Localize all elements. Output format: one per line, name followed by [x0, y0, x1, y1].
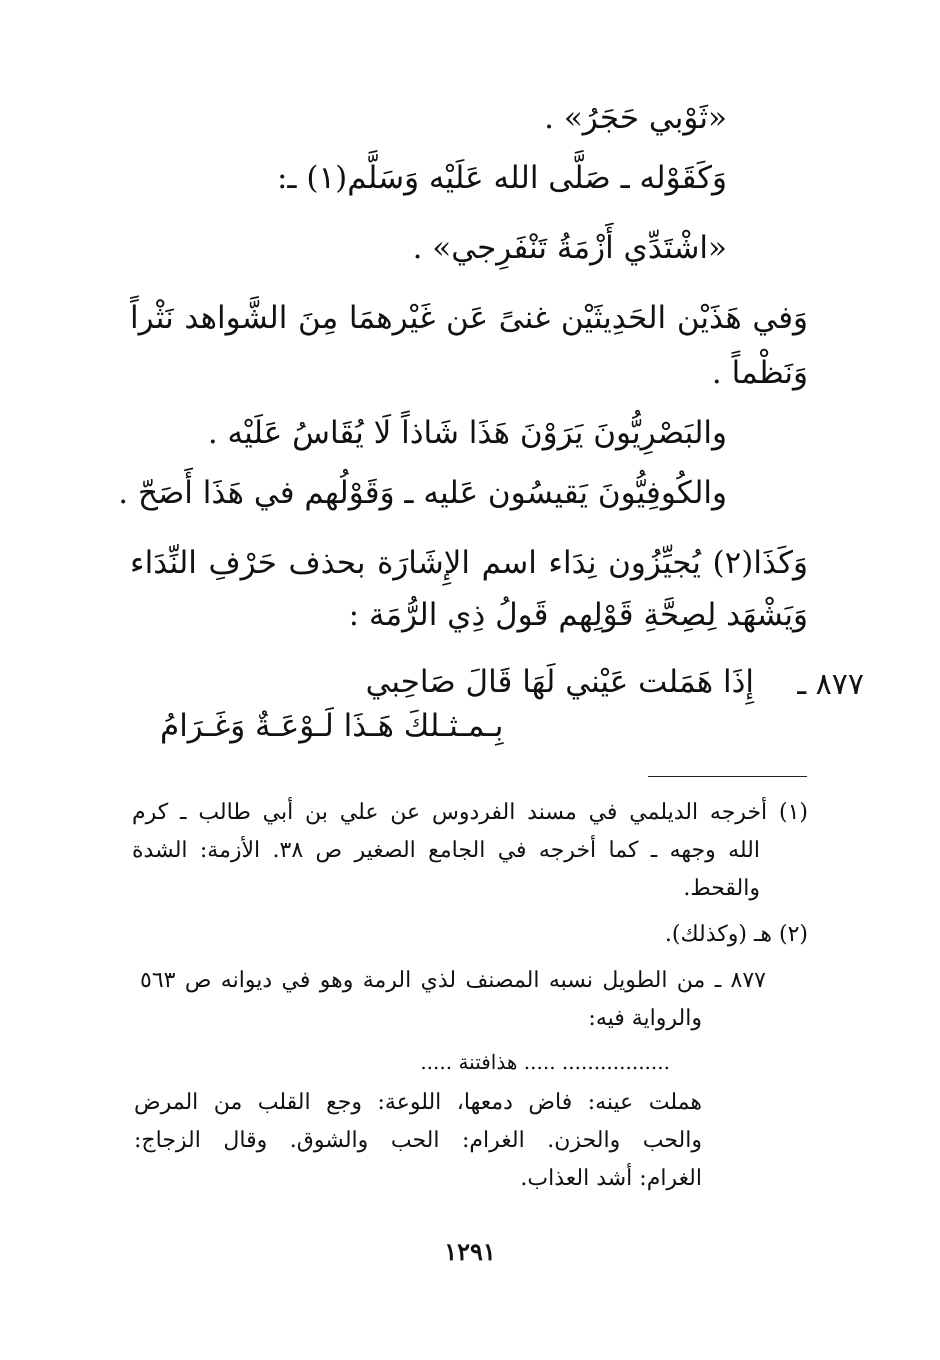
gloss-line: هملت عينه: فاض دمعها، اللوعة: وجع القلب من المرض — [134, 1090, 702, 1115]
verse-hemistich-1: إِذَا هَمَلت عَيْني لَهَا قَالَ صَاحِبي — [365, 664, 754, 700]
verse-number: ٨٧٧ ـ — [797, 667, 864, 702]
body-line: وَنَظْماً . — [711, 355, 808, 391]
body-line: والبَصْرِيُّونَ يَرَوْنَ هَذَا شَاذاً لَا يُقَاسُ عَلَيْه . — [207, 415, 727, 451]
footnote-1-line: والقحط. — [683, 876, 760, 901]
body-line: «ثَوْبي حَجَرُ» . — [544, 100, 727, 136]
body-line: والكُوفِيُّونَ يَقيسُون عَليه ـ وَقَوْلُهم في هَذَا أَصَحّ . — [118, 475, 727, 511]
footnote-1-line: الله وجهه ـ كما أخرجه في الجامع الصغير ص ٣٨. الأزمة: الشدة — [132, 838, 760, 863]
page-number: ١٢٩١ — [444, 1237, 496, 1266]
footnote-877-line: ٨٧٧ ـ من الطويل نسبه المصنف لذي الرمة وهو في ديوانه ص ٥٦٣ — [140, 968, 766, 993]
footnote-1-line: (١) أخرجه الديلمي في مسند الفردوس عن علي بن أبي طالب ـ كرم — [132, 800, 808, 825]
verse-hemistich-2: بِـمـثـلكَ هَـذَا لَـوْعَـةٌ وَغَـرَامُ — [160, 708, 504, 744]
footnote-877-line: والرواية فيه: — [588, 1006, 702, 1031]
body-line: وَفي هَذَيْن الحَدِيثَيْن غنىً عَن غَيْرهمَا مِنَ الشَّواهد نَثْراً — [130, 300, 808, 336]
footnote-separator — [648, 776, 807, 777]
body-line: وَكَقَوْله ـ صَلَّى الله عَلَيْه وَسَلَّم(١) ـ: — [276, 160, 727, 196]
gloss-line: الغرام: أشد العذاب. — [520, 1166, 702, 1191]
footnote-877-variant: ................. ..... هذافتنة ..... — [420, 1050, 670, 1074]
body-line: «اشْتَدِّي أَزْمَةُ تَنْفَرِجي» . — [412, 230, 727, 266]
body-line: وَكَذَا(٢) يُجيِّزُون نِدَاء اسم الإِشَارَة بحذف حَرْفِ النِّدَاء — [130, 545, 808, 581]
footnote-2: (٢) هـ (وكذلك). — [664, 922, 808, 947]
body-line: وَيَشْهَد لِصِحَّةِ قَوْلِهم قَولُ ذِي الرُّمَة : — [348, 597, 808, 633]
gloss-line: والحب والحزن. الغرام: الحب والشوق. وقال الزجاج: — [134, 1128, 702, 1153]
